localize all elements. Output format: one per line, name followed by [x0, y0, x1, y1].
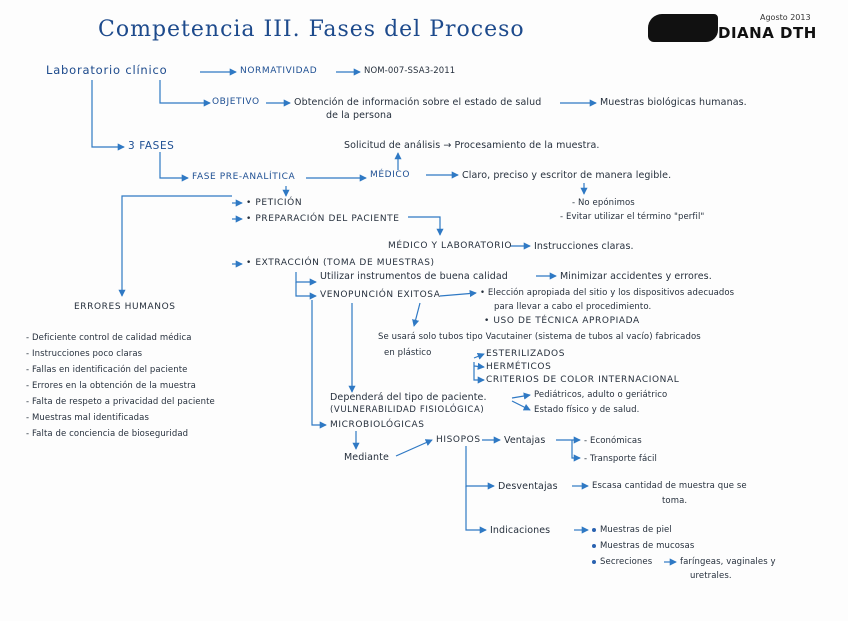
node-peticion: • PETICIÓN — [246, 198, 303, 208]
node-extraccion: • EXTRACCIÓN (TOMA DE MUESTRAS) — [246, 258, 435, 268]
error-item: - Falta de respeto a privacidad del paciente — [26, 397, 215, 407]
node-solicitud: Solicitud de análisis → Procesamiento de la muestra. — [344, 140, 600, 151]
node-ind-piel — [592, 525, 672, 536]
error-item: - Fallas en identificación del paciente — [26, 365, 188, 375]
signature-name: DIANA DTH — [718, 24, 817, 42]
node-ind-mucosas — [592, 541, 694, 552]
node-laboratorio: Laboratorio clínico — [46, 63, 168, 77]
node-esterilizados: ESTERILIZADOS — [486, 349, 566, 359]
error-item: - Muestras mal identificadas — [26, 413, 150, 423]
error-item: - Errores en la obtención de la muestra — [26, 381, 196, 391]
signature-logo — [648, 10, 828, 44]
node-plastico: en plástico — [384, 348, 432, 358]
node-ventajas: Ventajas — [504, 435, 546, 446]
node-faringeas: faríngeas, vaginales y — [680, 557, 776, 567]
node-fase-pre-analitica: FASE PRE-ANALÍTICA — [192, 172, 296, 182]
node-estado: Estado físico y de salud. — [534, 405, 640, 415]
error-item: - Falta de conciencia de bioseguridad — [26, 429, 189, 439]
bullet-icon — [592, 560, 596, 564]
node-hermeticos: HERMÉTICOS — [486, 362, 552, 372]
node-tres-fases: 3 FASES — [128, 140, 175, 152]
signature-date: Agosto 2013 — [760, 13, 811, 22]
node-no-eponimos: - No epónimos — [572, 198, 635, 208]
node-obtencion-2: de la persona — [326, 110, 393, 121]
node-medico: MÉDICO — [370, 170, 411, 180]
page-title: Competencia III. Fases del Proceso — [98, 17, 525, 42]
node-normatividad: NORMATIVIDAD — [240, 66, 318, 76]
node-pediatricos: Pediátricos, adulto o geriátrico — [534, 390, 668, 400]
node-muestras-biologicas: Muestras biológicas humanas. — [600, 97, 747, 108]
node-economicos: - Económicas — [584, 436, 642, 446]
node-transporte: - Transporte fácil — [584, 454, 657, 464]
node-tecnica: • USO DE TÉCNICA APROPIADA — [484, 316, 640, 326]
node-eleccion-2: para llevar a cabo el procedimiento. — [494, 302, 652, 312]
node-desventajas: Desventajas — [498, 481, 558, 492]
error-item: - Deficiente control de calidad médica — [26, 333, 192, 343]
node-uretrales: uretrales. — [690, 571, 732, 581]
signature-scribble-icon — [648, 14, 718, 42]
node-vulnerabilidad: (VULNERABILIDAD FISIOLÓGICA) — [330, 405, 485, 415]
bullet-icon — [592, 544, 596, 548]
node-minimizar: Minimizar accidentes y errores. — [560, 271, 712, 282]
ind-item-label: Muestras de piel — [600, 525, 672, 535]
node-toma: toma. — [662, 496, 688, 506]
node-norma: NOM-007-SSA3-2011 — [364, 66, 456, 76]
node-utilizar: Utilizar instrumentos de buena calidad — [320, 271, 508, 282]
node-mediante: Mediante — [344, 452, 389, 463]
node-dependera: Dependerá del tipo de paciente. — [330, 392, 487, 403]
node-medico-laboratorio: MÉDICO Y LABORATORIO — [388, 241, 513, 251]
node-evitar-perfil: - Evitar utilizar el término "perfil" — [560, 212, 705, 222]
node-ind-secreciones — [592, 557, 652, 568]
node-hisopos: HISOPOS — [436, 435, 481, 445]
bullet-icon — [592, 528, 596, 532]
node-criterios: CRITERIOS DE COLOR INTERNACIONAL — [486, 375, 680, 385]
node-instrucciones: Instrucciones claras. — [534, 241, 634, 252]
node-objetivo: OBJETIVO — [212, 97, 260, 107]
node-errores-humanos: ERRORES HUMANOS — [74, 302, 176, 312]
ind-item-label: Muestras de mucosas — [600, 541, 695, 551]
node-se-usara: Se usará solo tubos tipo Vacutainer (sistema de tubos al vacío) fabricados — [378, 332, 701, 342]
node-claro: Claro, preciso y escritor de manera legible. — [462, 170, 672, 181]
node-preparacion: • PREPARACIÓN DEL PACIENTE — [246, 214, 400, 224]
node-obtencion: Obtención de información sobre el estado de salud — [294, 97, 542, 108]
node-microbiologicas: MICROBIOLÓGICAS — [330, 420, 425, 430]
node-indicaciones: Indicaciones — [490, 525, 551, 536]
node-venopuncion: VENOPUNCIÓN EXITOSA — [320, 290, 441, 300]
node-escasa: Escasa cantidad de muestra que se — [592, 481, 747, 491]
ind-item-label: Secreciones — [600, 557, 653, 567]
node-eleccion: • Elección apropiada del sitio y los dispositivos adecuados — [480, 288, 735, 298]
error-item: - Instrucciones poco claras — [26, 349, 143, 359]
